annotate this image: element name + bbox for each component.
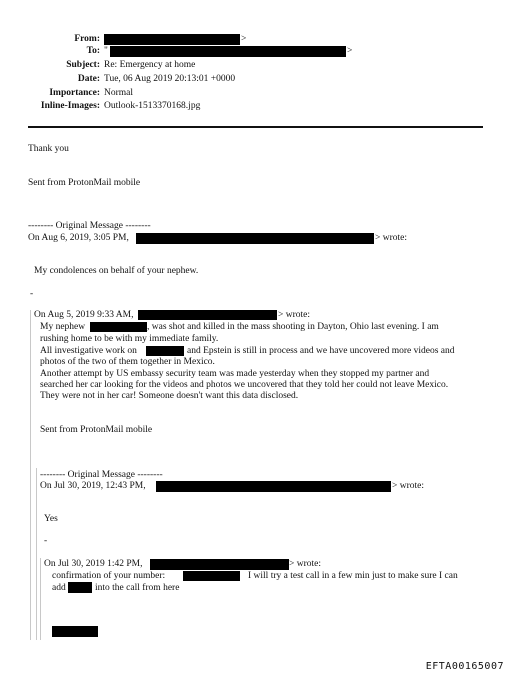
signature-2: Sent from ProtonMail mobile — [40, 425, 153, 435]
inline-images-value: Outlook-1513370168.jpg — [104, 101, 201, 111]
redaction-6 — [150, 559, 289, 570]
to-redaction — [110, 46, 346, 57]
wrote-3: > wrote: — [392, 481, 425, 491]
subject-label: Subject: — [66, 60, 100, 70]
dash-2: - — [44, 536, 48, 546]
redaction-8 — [68, 582, 92, 593]
wrote-1: > wrote: — [375, 233, 408, 243]
quote-on-2: On Aug 5, 2019 9:33 AM, — [34, 310, 134, 320]
header-divider — [28, 126, 483, 128]
redaction-7 — [183, 571, 240, 581]
quote-line-6: searched her car looking for the videos and photos we uncovered that they told her could not leave Mexico. — [40, 380, 449, 390]
call-from-here-text: into the call from here — [95, 583, 180, 593]
to-angle: > — [347, 46, 353, 56]
wrote-2: > wrote: — [278, 310, 311, 320]
quote-line-2: rushing home to be with my immediate family. — [40, 334, 219, 344]
quote-line-3a: All investigative work on — [40, 346, 137, 356]
importance-value: Normal — [104, 88, 134, 98]
redaction-5 — [156, 481, 391, 492]
yes-text: Yes — [44, 514, 58, 524]
redaction-2 — [138, 310, 277, 320]
wrote-4: > wrote: — [289, 559, 322, 569]
original-on-1: On Aug 6, 2019, 3:05 PM, — [28, 233, 129, 243]
document-id: EFTA00165007 — [425, 661, 504, 672]
to-label: To: — [86, 46, 100, 56]
inline-images-label: Inline-Images: — [40, 101, 100, 111]
date-label: Date: — [77, 74, 100, 84]
signature-1: Sent from ProtonMail mobile — [28, 178, 141, 188]
to-quote: " — [104, 46, 108, 56]
condolences-text: My condolences on behalf of your nephew. — [34, 266, 199, 276]
original-separator-1: -------- Original Message -------- — [28, 221, 151, 231]
redaction-9 — [52, 626, 98, 637]
test-call-text: I will try a test call in a few min just to make sure I can — [248, 571, 458, 581]
quote-bar-2 — [36, 468, 37, 640]
quote-line-5: Another attempt by US embassy security team was made yesterday when they stopped my partner and — [40, 369, 430, 379]
redaction-3 — [90, 322, 147, 332]
from-label: From: — [74, 34, 100, 44]
from-angle: > — [241, 34, 247, 44]
quote-bar-3 — [40, 558, 41, 640]
redaction-1 — [136, 233, 374, 244]
quote-line-1b: , was shot and killed in the mass shooting in Dayton, Ohio last evening. I am — [147, 322, 439, 332]
date-value: Tue, 06 Aug 2019 20:13:01 +0000 — [104, 74, 236, 84]
quote-bar-1 — [30, 310, 31, 640]
original-on-4: On Jul 30, 2019 1:42 PM, — [44, 559, 143, 569]
original-on-3: On Jul 30, 2019, 12:43 PM, — [40, 481, 146, 491]
redaction-4 — [146, 346, 184, 356]
original-separator-2: -------- Original Message -------- — [40, 470, 163, 480]
add-text: add — [52, 583, 66, 593]
importance-label: Importance: — [49, 88, 100, 98]
quote-line-3b: and Epstein is still in process and we have uncovered more videos and — [187, 346, 455, 356]
confirmation-text: confirmation of your number: — [52, 571, 166, 581]
quote-line-7: They were not in her car! Someone doesn't want this data disclosed. — [40, 391, 299, 401]
from-redaction — [104, 34, 240, 45]
quote-line-4: photos of the two of them together in Mexico. — [40, 357, 215, 367]
dash-1: - — [30, 289, 34, 299]
quote-line-1a: My nephew — [40, 322, 86, 332]
subject-value: Re: Emergency at home — [104, 60, 196, 70]
reply-text: Thank you — [28, 144, 69, 154]
